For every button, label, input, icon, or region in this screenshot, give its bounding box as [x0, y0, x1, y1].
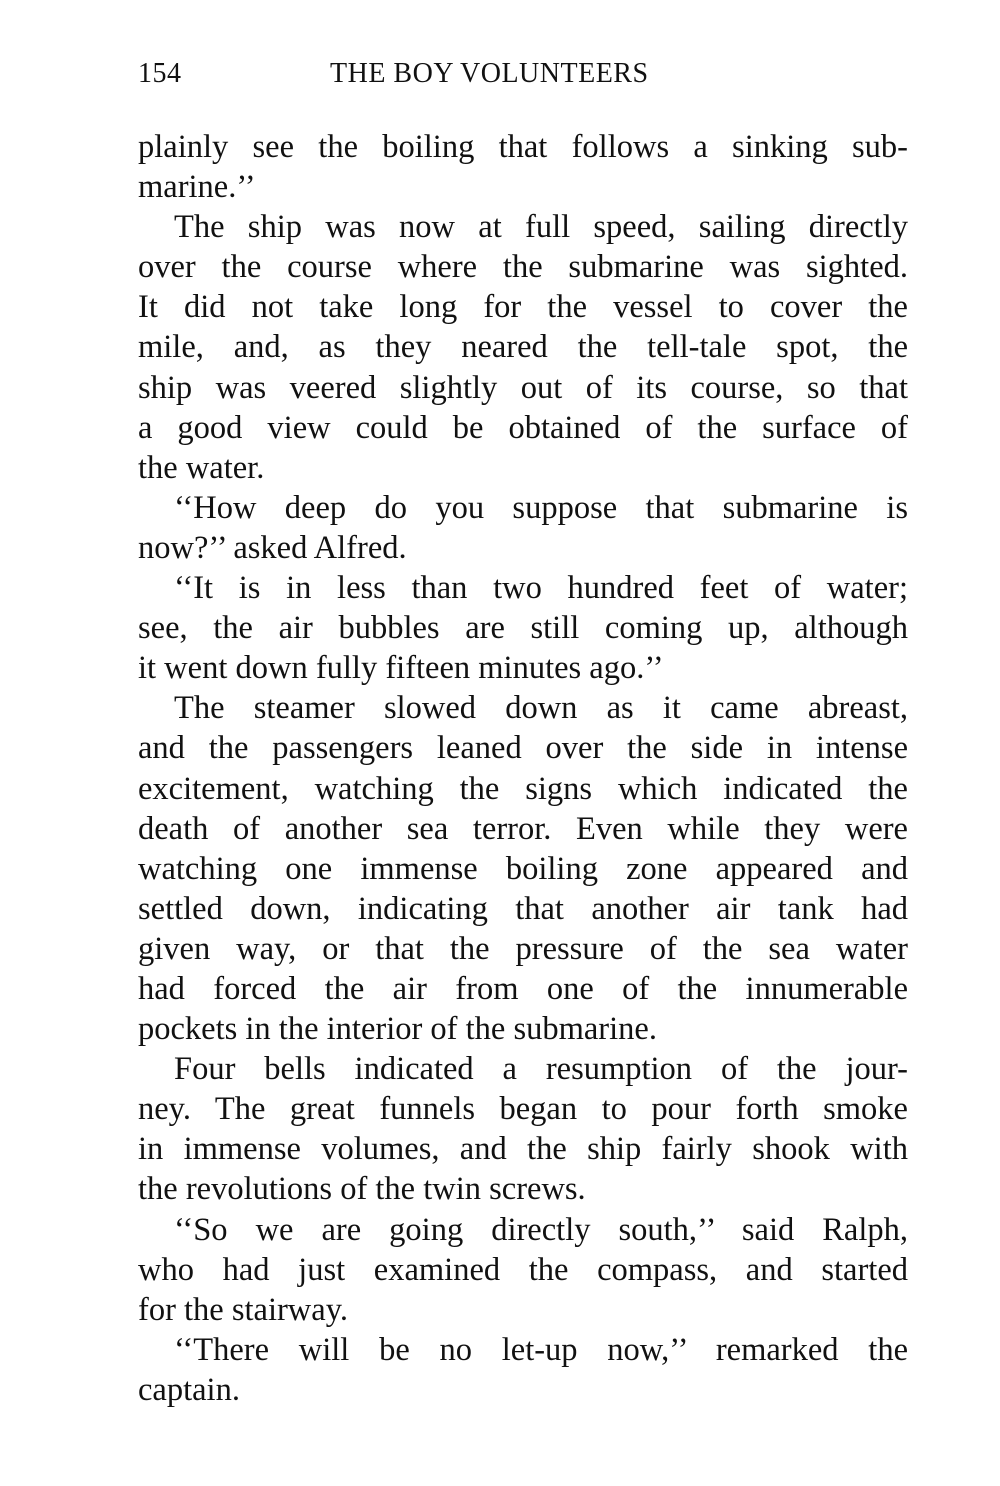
text-line: Four bells indicated a resumption of the jour- — [174, 1051, 908, 1088]
text-line: see, the air bubbles are still coming up, although — [138, 610, 908, 647]
text-line: in immense volumes, and the ship fairly shook with — [138, 1131, 908, 1168]
page-header — [138, 58, 908, 98]
paragraph — [138, 127, 908, 207]
text-line: a good view could be obtained of the surface of — [138, 409, 908, 446]
text-line: who had just examined the compass, and started — [138, 1251, 908, 1288]
text-line: ‘‘How deep do you suppose that submarine is — [174, 489, 908, 526]
text-line: ‘‘There will be no let-up now,’’ remarked the — [174, 1331, 908, 1368]
running-head: THE BOY VOLUNTEERS — [330, 58, 649, 89]
text-line: ney. The great funnels began to pour forth smoke — [138, 1091, 908, 1128]
text-line: the water. — [138, 449, 265, 486]
text-line: now?’’ asked Alfred. — [138, 529, 407, 566]
text-line: ship was veered slightly out of its course, so that — [138, 369, 908, 406]
body-text — [138, 127, 908, 1410]
text-line: ‘‘It is in less than two hundred feet of water; — [174, 570, 908, 607]
text-line: pockets in the interior of the submarine. — [138, 1011, 657, 1048]
text-line: had forced the air from one of the innumerable — [138, 970, 908, 1007]
text-line: ‘‘So we are going directly south,’’ said Ralph, — [174, 1211, 908, 1248]
text-line: The steamer slowed down as it came abreast, — [174, 690, 908, 727]
text-line: the revolutions of the twin screws. — [138, 1171, 586, 1208]
paragraph — [138, 568, 908, 688]
text-line: The ship was now at full speed, sailing directly — [174, 209, 908, 246]
paragraph — [138, 688, 908, 1049]
text-line: for the stairway. — [138, 1291, 348, 1328]
paragraph — [138, 488, 908, 568]
text-line: marine.’’ — [138, 169, 256, 206]
paragraph — [138, 1330, 908, 1410]
text-line: excitement, watching the signs which indicated the — [138, 770, 908, 807]
text-line: captain. — [138, 1371, 240, 1408]
text-line: settled down, indicating that another air tank had — [138, 890, 908, 927]
paragraph — [138, 1210, 908, 1330]
text-line: watching one immense boiling zone appeared and — [138, 850, 908, 887]
text-line: it went down fully fifteen minutes ago.’’ — [138, 650, 664, 687]
paragraph — [138, 1049, 908, 1209]
text-line: over the course where the submarine was sighted. — [138, 249, 908, 286]
text-line: death of another sea terror. Even while they were — [138, 810, 908, 847]
text-line: given way, or that the pressure of the sea water — [138, 930, 908, 967]
page-number: 154 — [138, 58, 182, 89]
text-line: and the passengers leaned over the side in intense — [138, 730, 908, 767]
text-line: mile, and, as they neared the tell-tale spot, the — [138, 329, 908, 366]
paragraph — [138, 207, 908, 488]
text-line: It did not take long for the vessel to cover the — [138, 289, 908, 326]
text-line: plainly see the boiling that follows a sinking sub- — [138, 129, 908, 165]
